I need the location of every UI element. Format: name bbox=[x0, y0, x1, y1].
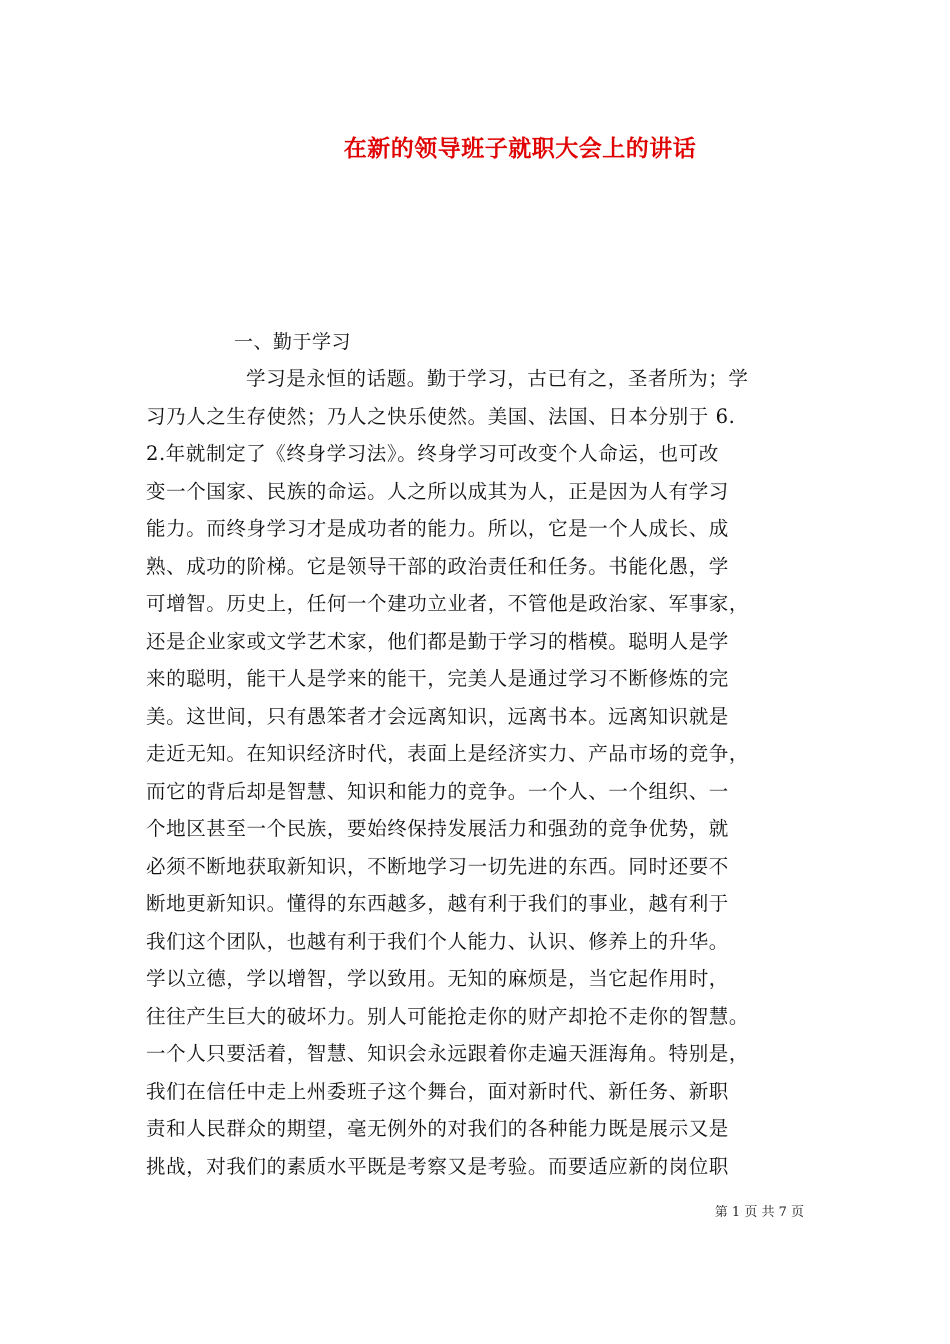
body-line: 学以立德，学以增智，学以致用。无知的麻烦是，当它起作用时， bbox=[146, 967, 729, 990]
body-line: 挑战，对我们的素质水平既是考察又是考验。而要适应新的岗位职 bbox=[146, 1154, 729, 1178]
body-line: 断地更新知识。懂得的东西越多，越有利于我们的事业，越有利于 bbox=[146, 892, 729, 915]
page-footer: 第 1 页 共 7 页 bbox=[714, 1205, 804, 1220]
body-text bbox=[146, 360, 826, 1185]
body-line: 2.年就制定了《终身学习法》。终身学习可改变个人命运，也可改 bbox=[146, 442, 719, 465]
body-line: 变一个国家、民族的命运。人之所以成其为人，正是因为人有学习 bbox=[146, 479, 729, 503]
body-line: 学习是永恒的话题。勤于学习，古已有之，圣者所为；学 bbox=[246, 367, 749, 390]
body-line: 能力。而终身学习才是成功者的能力。所以，它是一个人成长、成 bbox=[146, 517, 729, 540]
body-line: 走近无知。在知识经济时代，表面上是经济实力、产品市场的竞争， bbox=[146, 742, 750, 765]
body-line: 可增智。历史上，任何一个建功立业者，不管他是政治家、军事家， bbox=[146, 592, 750, 615]
body-line: 美。这世间，只有愚笨者才会远离知识，远离书本。远离知识就是 bbox=[146, 704, 729, 728]
body-line: 熟、成功的阶梯。它是领导干部的政治责任和任务。书能化愚，学 bbox=[146, 554, 729, 578]
body-line: 还是企业家或文学艺术家，他们都是勤于学习的楷模。聪明人是学 bbox=[146, 629, 729, 653]
body-line: 而它的背后却是智慧、知识和能力的竞争。一个人、一个组织、一 bbox=[146, 779, 729, 803]
body-line: 我们在信任中走上州委班子这个舞台，面对新时代、新任务、新职 bbox=[146, 1079, 729, 1103]
body-line: 我们这个团队，也越有利于我们个人能力、认识、修养上的升华。 bbox=[146, 929, 729, 953]
body-line: 习乃人之生存使然；乃人之快乐使然。美国、法国、日本分别于 6. bbox=[146, 404, 736, 428]
section-heading: 一、勤于学习 bbox=[234, 331, 352, 353]
body-line: 来的聪明，能干人是学来的能干，完美人是通过学习不断修炼的完 bbox=[146, 667, 729, 690]
body-line: 个地区甚至一个民族，要始终保持发展活力和强劲的竞争优势，就 bbox=[146, 817, 729, 840]
body-line: 一个人只要活着，智慧、知识会永远跟着你走遍天涯海角。特别是， bbox=[146, 1042, 750, 1065]
body-line: 必须不断地获取新知识，不断地学习一切先进的东西。同时还要不 bbox=[146, 854, 729, 878]
body-line: 往往产生巨大的破坏力。别人可能抢走你的财产却抢不走你的智慧。 bbox=[146, 1004, 750, 1028]
document-title: 在新的领导班子就职大会上的讲话 bbox=[343, 135, 697, 162]
body-line: 责和人民群众的期望，毫无例外的对我们的各种能力既是展示又是 bbox=[146, 1117, 729, 1140]
